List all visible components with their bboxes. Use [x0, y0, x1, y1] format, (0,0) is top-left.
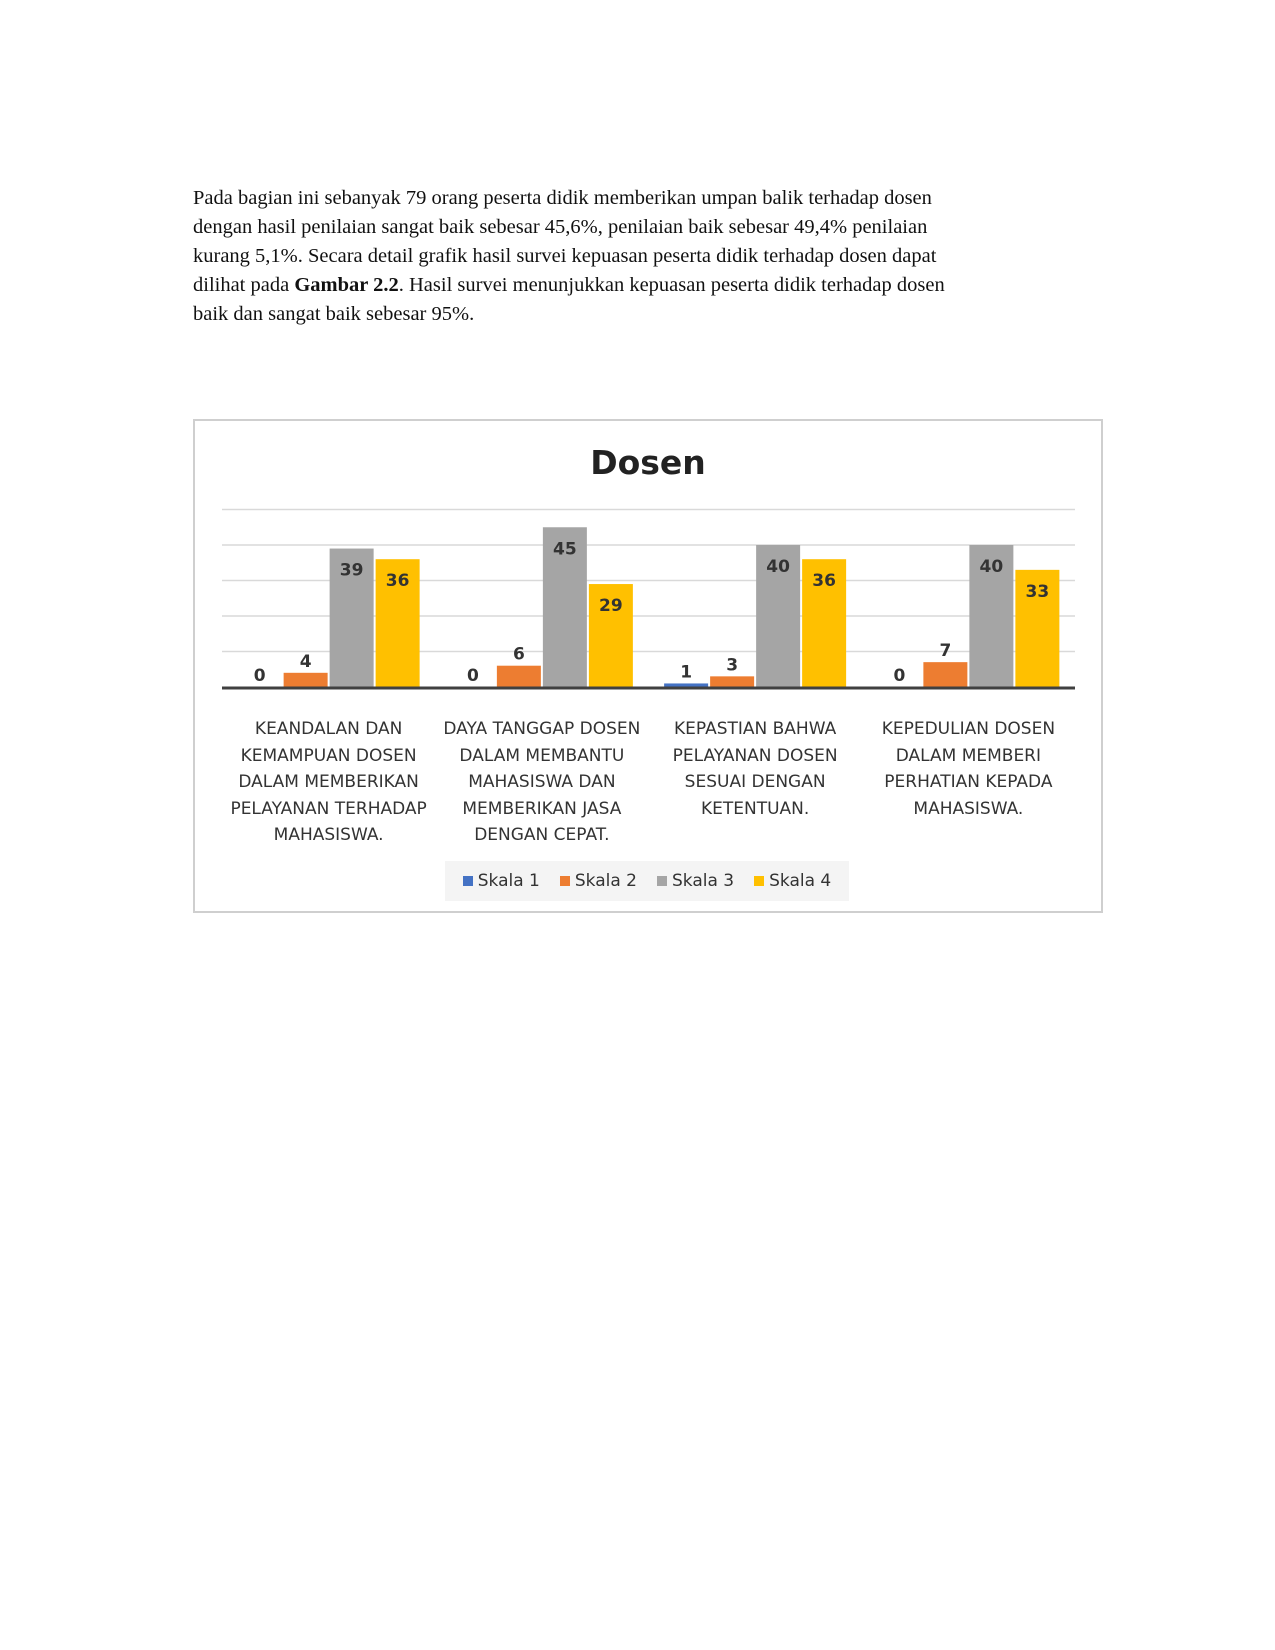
bar — [923, 662, 967, 687]
data-label: 40 — [979, 557, 1004, 577]
bar — [284, 673, 328, 687]
category-label-line: PELAYANAN TERHADAP — [230, 798, 427, 819]
category-label — [861, 716, 1075, 822]
paragraph-line: Pada bagian ini sebanyak 79 orang peserta didik memberikan umpan balik terhadap dosen — [193, 187, 932, 209]
category-label-line: MAHASISWA. — [913, 798, 1024, 819]
category-label-line: DALAM MEMBANTU — [459, 745, 625, 766]
legend-label: Skala 4 — [769, 871, 832, 891]
data-label: 0 — [893, 666, 906, 686]
category-label-line: DALAM MEMBERI — [895, 745, 1042, 766]
category-label-line: MAHASISWA. — [273, 825, 384, 845]
category-label-line: KEPEDULIAN DOSEN — [881, 719, 1056, 739]
data-label: 0 — [466, 666, 479, 686]
legend-swatch — [754, 876, 764, 886]
data-label: 36 — [385, 571, 410, 592]
category-label-line: PELAYANAN DOSEN — [672, 745, 838, 766]
legend-swatch — [463, 876, 473, 886]
legend-item — [560, 871, 637, 891]
category-label-line: DENGAN CEPAT. — [474, 825, 610, 845]
legend-swatch — [560, 876, 570, 886]
data-label: 33 — [1025, 581, 1050, 602]
paragraph-text: . Hasil survei menunjukkan kepuasan peserta didik terhadap dosen — [398, 274, 945, 296]
paragraph-line — [193, 271, 1073, 300]
category-label — [435, 716, 649, 849]
category-label-line: MEMBERIKAN JASA — [462, 798, 622, 819]
legend-label: Skala 3 — [672, 871, 735, 891]
bar — [497, 666, 541, 687]
data-label: 29 — [599, 596, 623, 617]
data-label: 39 — [339, 560, 364, 581]
chart-title: Dosen — [590, 443, 706, 482]
body-paragraph — [193, 184, 1073, 329]
legend-label: Skala 1 — [477, 871, 540, 891]
paragraph-line: kurang 5,1%. Secara detail grafik hasil survei kepuasan peserta didik terhadap dosen dapat — [193, 245, 937, 267]
data-label: 3 — [726, 655, 739, 676]
data-label: 4 — [299, 651, 312, 672]
bar — [664, 683, 708, 687]
category-label-line: KETENTUAN. — [700, 798, 810, 819]
category-label-line: DALAM MEMBERIKAN — [238, 772, 419, 792]
data-label: 40 — [766, 557, 790, 577]
data-label: 7 — [939, 641, 952, 662]
paragraph-line: baik dan sangat baik sebesar 95%. — [193, 303, 475, 325]
category-label-line: PERHATIAN KEPADA — [884, 772, 1053, 792]
category-label-line: KEPASTIAN BAHWA — [674, 719, 837, 739]
legend-label: Skala 2 — [574, 871, 637, 891]
data-label: 36 — [812, 571, 836, 592]
category-label — [648, 716, 862, 822]
category-label-line: KEANDALAN DAN — [254, 719, 403, 739]
category-label-line: MAHASISWA DAN — [468, 772, 616, 792]
data-label: 45 — [553, 539, 577, 560]
paragraph-text: dilihat pada — [193, 274, 295, 296]
category-label-line: KEMAMPUAN DOSEN — [240, 745, 417, 766]
bar — [710, 676, 754, 687]
data-label: 0 — [253, 666, 266, 686]
legend-swatch — [657, 876, 667, 886]
legend-item — [657, 871, 734, 891]
legend-item — [463, 871, 540, 891]
data-label: 1 — [680, 662, 693, 683]
legend-item — [754, 871, 831, 891]
paragraph-line: dengan hasil penilaian sangat baik sebesar 45,6%, penilaian baik sebesar 49,4% penilaian — [193, 216, 928, 238]
chart-legend — [445, 861, 849, 901]
category-label — [222, 716, 436, 849]
category-label-line: SESUAI DENGAN — [684, 772, 826, 792]
chart-figure — [193, 419, 1103, 913]
figure-reference: Gambar 2.2 — [294, 274, 399, 296]
category-label-line: DAYA TANGGAP DOSEN — [443, 719, 641, 739]
data-label: 6 — [512, 644, 525, 665]
